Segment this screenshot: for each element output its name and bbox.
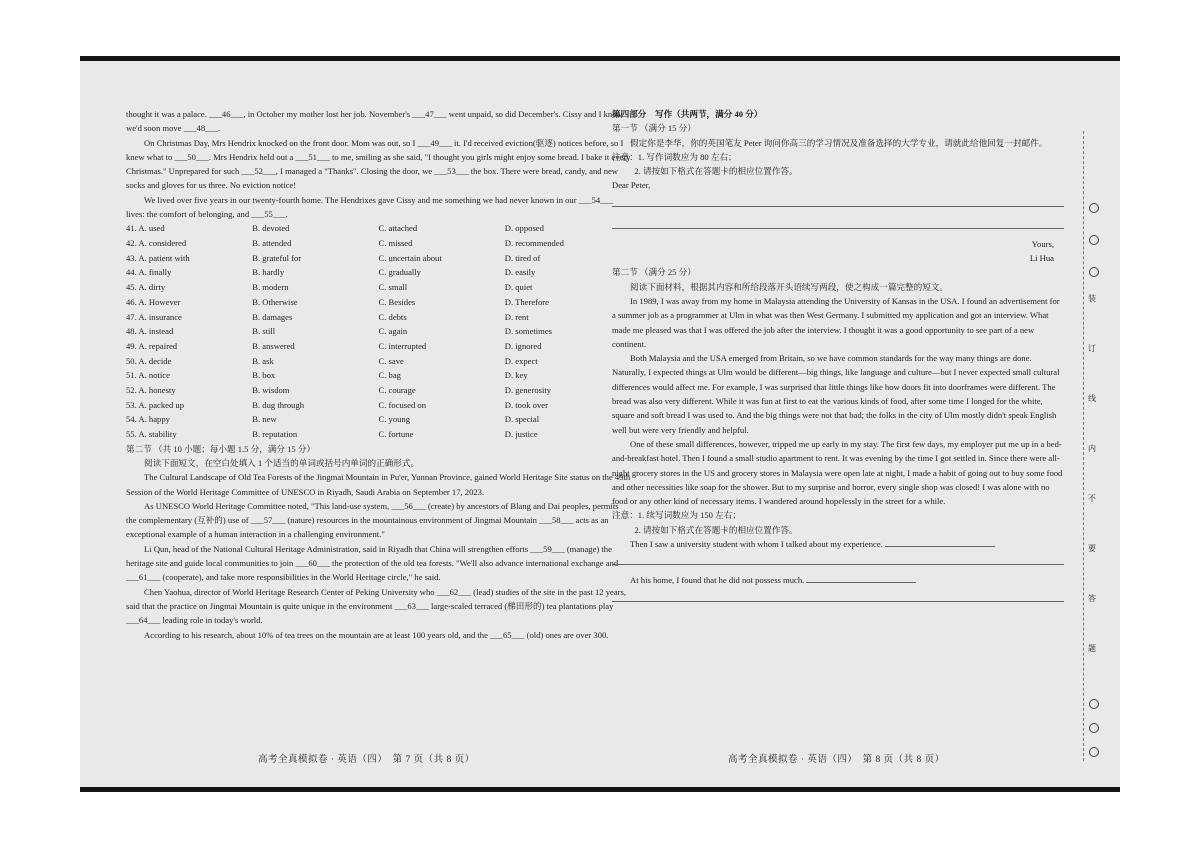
option-row [126, 265, 631, 280]
grammar-paragraph: As UNESCO World Heritage Committee noted, "This land-use system, ___56___ (create) by ancestors of Blang and Dai peoples, permits the complementary (互补的) use of ___57___ (nature) resources in the mountainous environment of Jingmai Mountain ___58___ acts as an exceptional example of a human interaction in a challenging environment." [126, 500, 619, 540]
option-choice[interactable]: 52. A. honesty [126, 384, 176, 395]
writing-line[interactable] [612, 215, 1064, 229]
margin-char: 不 [1088, 494, 1096, 503]
passage-line: We lived over five years in our twenty-fourth home. The Hendrixes gave Cissy and me something we had never known in our ___54___ lives: the comfort of belonging, and ___55___. [126, 194, 614, 220]
option-choice[interactable]: B. box [252, 370, 276, 381]
option-choice[interactable]: C. focused on [378, 399, 426, 410]
option-choice[interactable]: 55. A. stability [126, 429, 177, 439]
margin-char: 订 [1088, 344, 1096, 353]
option-choice[interactable]: B. new [252, 414, 277, 425]
option-choice[interactable]: C. attached [378, 223, 418, 234]
option-row [126, 324, 631, 339]
sec1-prompt: 假定你是李华，你的英国笔友 Peter 询问你高三的学习情况及准备选择的大学专业，请就此给他回复一封邮件。 [630, 137, 1048, 148]
option-choice[interactable]: D. quiet [504, 282, 533, 293]
circle-icon [1089, 723, 1099, 733]
sec1-title: 第一节 （满分 15 分） [612, 123, 696, 134]
option-choice[interactable]: D. key [504, 370, 528, 381]
option-choice[interactable]: B. devoted [252, 223, 290, 234]
option-row [126, 368, 631, 383]
option-choice[interactable]: B. hardly [252, 267, 285, 278]
writing-line[interactable] [806, 573, 916, 583]
option-row [126, 251, 631, 266]
option-choice[interactable]: 53. A. packed up [126, 399, 184, 410]
option-row [126, 310, 631, 325]
option-choice[interactable]: B. wisdom [252, 384, 290, 395]
circle-icon [1089, 747, 1099, 757]
option-choice[interactable]: 46. A. However [126, 296, 181, 307]
option-row [126, 339, 631, 354]
option-choice[interactable]: B. grateful for [252, 252, 302, 263]
margin-char: 答 [1088, 594, 1096, 603]
option-choice[interactable]: 48. A. instead [126, 326, 174, 337]
story-paragraph: One of these small differences, however, tripped me up early in my stay. The first few days, my employer put me up in a bed-and-breakfast hotel. Then I found a small studio apartment to rent. It was evening by the time I got settled in. Since there were all-night grocery stores in the US and grocery stores in Malaysia were open late at night, I made a habit of going out to buy some food and other necessities like soap for the shower. But to my surprise and horror, every single shop was closed! I was alone with no food or any other kind of necessary items. I wandered around hopelessly in the street for a while. [612, 438, 1063, 507]
option-choice[interactable]: C. gradually [378, 267, 421, 278]
writing-line[interactable] [612, 588, 1064, 602]
option-choice[interactable]: 44. A. finally [126, 267, 172, 278]
option-choice[interactable]: C. bag [378, 370, 401, 381]
sec1-note1: 注意：1. 写作词数应为 80 左右； [612, 151, 737, 162]
circle-icon [1089, 203, 1099, 213]
option-choice[interactable]: 47. A. insurance [126, 311, 182, 322]
closing1: Yours, [1031, 238, 1054, 249]
writing-line[interactable] [612, 193, 1064, 207]
binding-margin [1083, 131, 1108, 761]
option-choice[interactable]: C. debts [378, 311, 407, 322]
option-choice[interactable]: 49. A. repaired [126, 340, 178, 351]
option-choice[interactable]: D. special [504, 414, 540, 425]
right-page [612, 107, 1064, 610]
option-row [126, 398, 631, 413]
option-choice[interactable]: B. dug through [252, 399, 305, 410]
option-choice[interactable]: D. generosity [504, 384, 552, 395]
left-footer: 高考全真模拟卷 · 英语（四） 第 7 页（共 8 页） [258, 755, 475, 765]
passage-line: On Christmas Day, Mrs Hendrix knocked on the front door. Mom was out, so I ___49___ it. I'd received eviction(驱逐) notices before, so I knew what to ___50___. Mrs Hendrix held out a ___51___ to me, smiling as she said, "I thought you girls might enjoy some bread. I bake it every Christmas." Unprepared for such ___52___, I managed a "Thanks". Closing the door, we ___53___ the box. There were bread, candy, and new socks and gloves for us three. No eviction notice! [126, 137, 631, 191]
option-choice[interactable]: C. again [378, 326, 408, 337]
writing-line[interactable] [612, 551, 1064, 565]
option-choice[interactable]: C. small [378, 282, 408, 293]
grammar-paragraph: The Cultural Landscape of Old Tea Forests of the Jingmai Mountain in Pu'er, Yunnan Province, gained World Heritage Site status on the 45th Session of the World Heritage Committee of UNESCO in Riyadh, Saudi Arabia on September 17, 2023. [126, 472, 631, 497]
option-choice[interactable]: B. damages [252, 311, 293, 322]
option-choice[interactable]: B. ask [252, 355, 274, 366]
option-choice[interactable]: C. courage [378, 384, 416, 395]
margin-char: 要 [1088, 544, 1096, 553]
option-choice[interactable]: D. sometimes [504, 326, 553, 337]
margin-char: 装 [1088, 294, 1096, 303]
circle-icon [1089, 267, 1099, 277]
writing-line[interactable] [885, 537, 995, 547]
left-page [126, 107, 631, 642]
option-choice[interactable]: C. missed [378, 238, 413, 249]
sec2-note1: 注意：1. 续写词数应为 150 左右； [612, 510, 741, 521]
grammar-paragraph: According to his research, about 10% of tea trees on the mountain are at least 100 years old, and the ___65___ (old) ones are over 300. [144, 629, 609, 640]
option-choice[interactable]: D. recommended [504, 238, 564, 249]
option-choice[interactable]: 50. A. decide [126, 355, 172, 366]
option-choice[interactable]: 51. A. notice [126, 370, 170, 381]
opening-sentence-1: Then I saw a university student with whom I talked about my experience. [612, 537, 1064, 551]
option-choice[interactable]: D. ignored [504, 340, 542, 351]
sec1-note2: 2. 请按如下格式在答题卡的相应位置作答。 [634, 166, 798, 177]
margin-char: 线 [1088, 394, 1096, 403]
option-choice[interactable]: D. justice [504, 429, 538, 439]
option-row [126, 221, 631, 236]
option-choice[interactable]: 54. A. happy [126, 414, 170, 425]
option-choice[interactable]: C. fortune [378, 429, 414, 439]
option-choice[interactable]: D. rent [504, 311, 529, 322]
part-title: 第四部分 写作（共两节，满分 40 分） [612, 109, 763, 119]
grammar-paragraph: Chen Yaohua, director of World Heritage Research Center of Peking University who ___62___ (lead) studies of the site in the past 12 years, said that the practice on Jingmai Mountain is quite unique in the environment ___63___ large-scaled terraced (梯田形的) tea plantations play ___64___ leading role in today's world. [126, 586, 627, 626]
option-choice[interactable]: D. tired of [504, 252, 541, 263]
option-choice[interactable]: B. attended [252, 238, 292, 249]
sec2-note2: 2. 请按如下格式在答题卡的相应位置作答。 [634, 524, 798, 535]
option-choice[interactable]: C. Besides [378, 296, 416, 307]
option-choice[interactable]: C. interrupted [378, 340, 427, 351]
option-row [126, 427, 631, 442]
option-choice[interactable]: B. Otherwise [252, 296, 298, 307]
option-row [126, 354, 631, 369]
section2-instruction: 阅读下面短文，在空白处填入 1 个适当的单词或括号内单词的正确形式。 [144, 457, 420, 468]
closing2: Li Hua [1029, 253, 1054, 264]
option-choice[interactable]: 41. A. used [126, 223, 165, 234]
margin-char: 内 [1088, 444, 1096, 453]
option-choice[interactable]: D. Therefore [504, 296, 549, 307]
option-choice[interactable]: D. easily [504, 267, 536, 278]
sec2-prompt: 阅读下面材料，根据其内容和所给段落开头语续写两段，使之构成一篇完整的短文。 [630, 281, 949, 292]
option-choice[interactable]: D. took over [504, 399, 548, 410]
opening-sentence-2: At his home, I found that he did not possess much. [612, 573, 1064, 587]
story-paragraph: In 1989, I was away from my home in Malaysia attending the University of Kansas in the USA. I found an advertisement for a summer job as a programmer at Ulm in what was then West Germany. I submitted my application and got an interview. What made me pleased was that I was offered the job after the interview. I thought it was a good opportunity to see part of a new continent. [612, 295, 1060, 349]
option-choice[interactable]: C. save [378, 355, 404, 366]
passage-line: thought it was a palace. ___46___, in October my mother lost her job. November's ___47___ went unpaid, so did December's. Cissy and I knew we'd soon move ___48___. [126, 109, 623, 134]
option-row [126, 412, 631, 427]
option-choice[interactable]: 42. A. considered [126, 238, 187, 249]
option-row [126, 236, 631, 251]
option-choice[interactable]: D. expect [504, 355, 538, 366]
exam-sheet [80, 56, 1120, 792]
right-footer: 高考全真模拟卷 · 英语（四） 第 8 页（共 8 页） [728, 755, 945, 765]
section2-title: 第二节 （共 10 小题；每小题 1.5 分，满分 15 分） [126, 443, 316, 454]
option-choice[interactable]: 43. A. patient with [126, 252, 190, 263]
options-list [126, 221, 631, 441]
option-row [126, 295, 631, 310]
option-choice[interactable]: B. still [252, 326, 276, 337]
circle-icon [1089, 235, 1099, 245]
option-choice[interactable]: B. answered [252, 340, 295, 351]
salutation: Dear Peter, [612, 180, 651, 191]
option-choice[interactable]: B. modern [252, 282, 289, 293]
circle-icon [1089, 699, 1099, 709]
sec2-title: 第二节 （满分 25 分） [612, 267, 696, 278]
story-paragraph: Both Malaysia and the USA emerged from Britain, so we have common standards for the way many things are done. Naturally, I expected things at Ulm would be different—big things, like language and culture—but I never expected small cultural differences would affect me. For example, I was surprised that little things like how doors fit into doorframes were different. The bread was also very different. While it was fun at first to eat the various kinds of food, after some time I longed for the white, square and soft bread I was used to. And the big things were not that bad; the folks in the city of Ulm mostly didn't speak English well but were very friendly and helpful. [612, 353, 1060, 435]
option-row [126, 383, 631, 398]
margin-char: 题 [1088, 644, 1096, 653]
grammar-paragraph: Li Qun, head of the National Cultural Heritage Administration, said in Riyadh that China will strengthen efforts ___59___ (manage) the heritage site and guide local communities to join ___60___ the protection of the old tea forests. "We'll also advance international exchange and ___61___ (cooperate), and take more responsibilities in the World Heritage circle," he said. [126, 543, 619, 583]
option-row [126, 280, 631, 295]
option-choice[interactable]: 45. A. dirty [126, 282, 166, 293]
option-choice[interactable]: B. reputation [252, 429, 298, 439]
option-choice[interactable]: D. opposed [504, 223, 544, 234]
option-choice[interactable]: C. uncertain about [378, 252, 442, 263]
option-choice[interactable]: C. young [378, 414, 411, 425]
